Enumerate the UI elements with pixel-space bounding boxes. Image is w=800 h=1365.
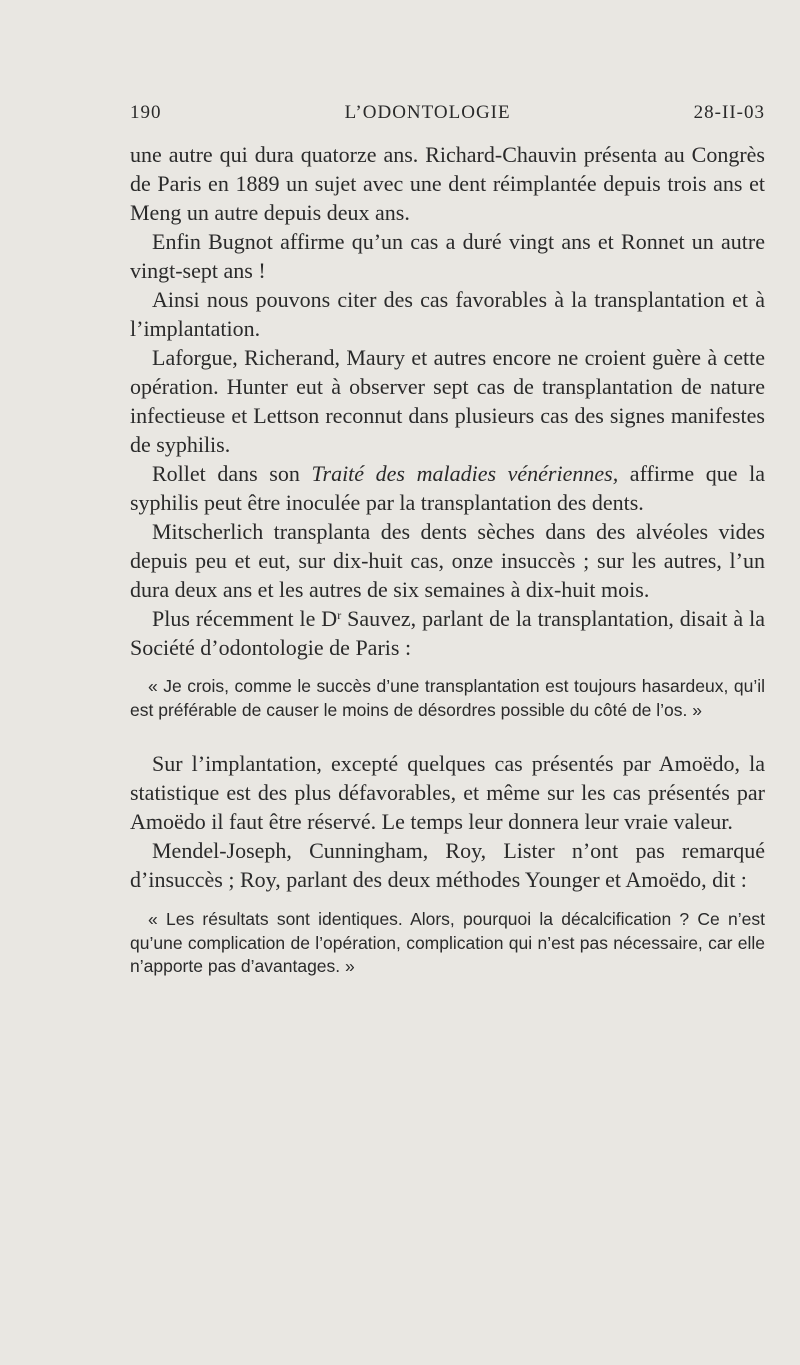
text-run: Plus récemment le D: [152, 606, 338, 631]
superscript: r: [337, 608, 342, 622]
text-run: affirme que la syphilis peut être inoculée par la transplantation des dents.: [130, 461, 765, 515]
issue-date: 28-II-03: [693, 102, 765, 123]
paragraph: Laforgue, Richerand, Maury et autres encore ne croient guère à cette opération. Hunter eut à observer sept cas de transplantation de nature infectieuse et Lettson reconnut dans plusieurs cas des signes manifestes de syphilis.: [130, 345, 765, 457]
book-title: Traité des maladies vénériennes,: [311, 461, 619, 486]
paragraph: Ainsi nous pouvons citer des cas favorables à la transplantation et à l’implantation.: [130, 287, 765, 341]
paragraph: une autre qui dura quatorze ans. Richard-Chauvin présenta au Congrès de Paris en 1889 un sujet avec une dent réimplantée depuis trois ans et Meng un autre depuis deux ans.: [130, 142, 765, 225]
quotation: « Les résultats sont identiques. Alors, pourquoi la décalcification ? Ce n’est qu’une complication de l’opération, complication qui n’est pas nécessaire, car elle n’apporte pas d’avantages. »: [130, 909, 765, 976]
journal-title: L’ODONTOLOGIE: [344, 102, 511, 123]
paragraph: Enfin Bugnot affirme qu’un cas a duré vingt ans et Ronnet un autre vingt-sept ans !: [130, 229, 765, 283]
paragraph: Mitscherlich transplanta des dents sèches dans des alvéoles vides depuis peu et eut, sur dix-huit cas, onze insuccès ; sur les autres, l’un dura deux ans et les autres de six semaines à dix-huit mois.: [130, 519, 765, 602]
page-body: [130, 140, 765, 979]
text-run: Rollet dans son: [152, 461, 312, 486]
text-run: Sauvez, parlant de la transplantation, disait à la Société d’odontologie de Paris :: [130, 606, 765, 660]
paragraph: Mendel-Joseph, Cunningham, Roy, Lister n’ont pas remarqué d’insuccès ; Roy, parlant des deux méthodes Younger et Amoëdo, dit :: [130, 838, 765, 892]
quotation: « Je crois, comme le succès d’une transplantation est toujours hasardeux, qu’il est préférable de causer le moins de désordres possible du côté de l’os. »: [130, 676, 765, 720]
paragraph-sauvez: [130, 604, 765, 662]
paragraph-rollet: [130, 459, 765, 517]
running-header: [130, 102, 765, 124]
paragraph: Sur l’implantation, excepté quelques cas présentés par Amoëdo, la statistique est des plus défavorables, et même sur les cas présentés par Amoëdo il faut être réservé. Le temps leur donnera leur vraie valeur.: [130, 751, 765, 834]
page-number: 190: [130, 102, 162, 123]
